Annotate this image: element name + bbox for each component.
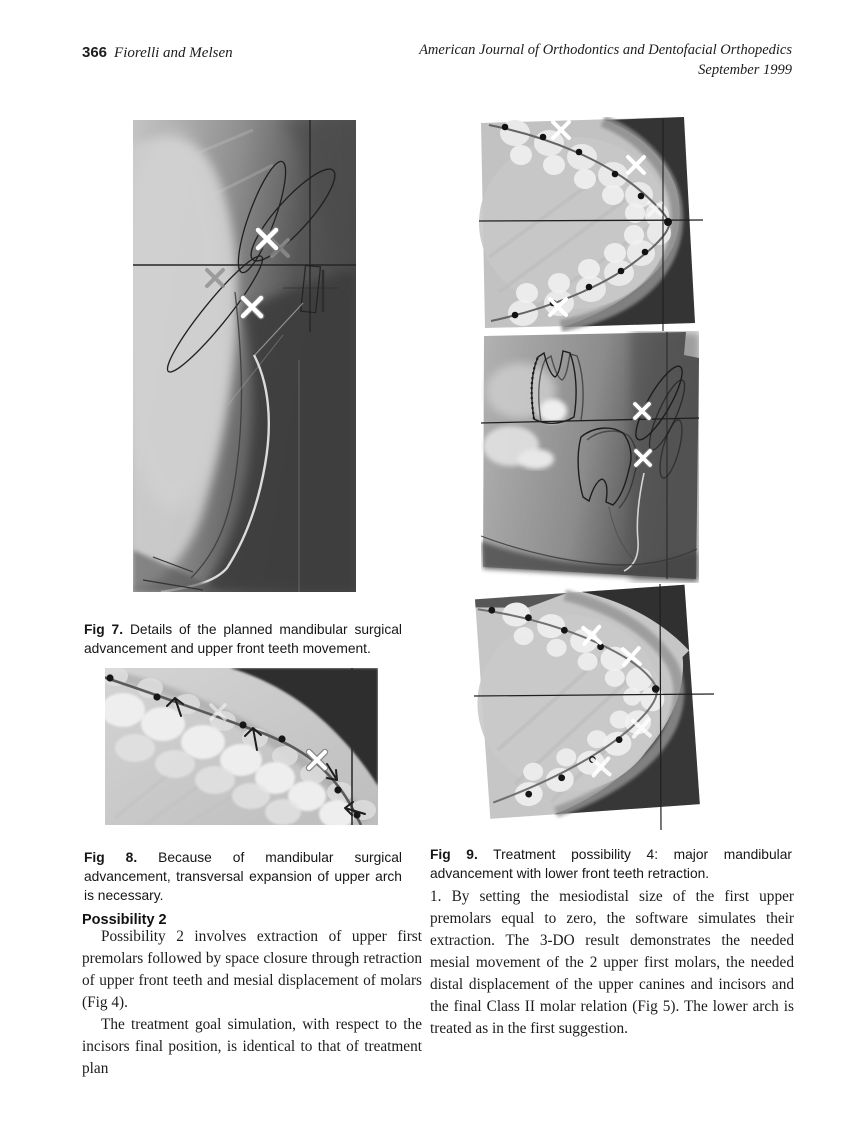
running-header-right xyxy=(419,40,792,80)
fig7-caption-label: Fig 7. xyxy=(84,621,124,637)
fig9-occlusal-top-image xyxy=(479,117,705,332)
fig9-occlusal-bottom-image xyxy=(474,584,714,830)
right-column-paragraph: 1. By setting the mesiodistal size of the first upper premolars equal to zero, the software simulates their extraction. The 3-DO result demonstrates the needed mesial movement of the 2 upper first molars, the needed distal displacement of the upper canines and incisors and the final Class II molar relation (Fig 5). The lower arch is treated as in the first suggestion. xyxy=(430,888,794,1037)
fig9-caption-label: Fig 9. xyxy=(430,846,478,862)
fig9-cephalogram-image xyxy=(481,331,699,583)
fig8-caption xyxy=(84,848,402,905)
possibility2-paragraph-2: The treatment goal simulation, with respect to the incisors final position, is identical to that of treatment plan xyxy=(82,1016,422,1077)
journal-name: American Journal of Orthodontics and Dentofacial Orthopedics xyxy=(419,42,792,58)
fig7-caption-text: Details of the planned mandibular surgical advancement and upper front teeth movement. xyxy=(84,621,402,656)
fig7-cephalogram-image xyxy=(133,120,356,592)
fig8-caption-label: Fig 8. xyxy=(84,849,138,865)
running-authors: Fiorelli and Melsen xyxy=(114,45,233,61)
fig9-caption xyxy=(430,845,792,883)
right-text-column xyxy=(430,886,794,1040)
running-header-left xyxy=(82,44,233,62)
issue-date: September 1999 xyxy=(698,62,792,78)
fig9-caption-text: Treatment possibility 4: major mandibular advancement with lower front teeth retraction. xyxy=(430,846,792,881)
page-number: 366 xyxy=(82,44,108,61)
left-text-column xyxy=(82,926,422,1080)
fig7-caption xyxy=(84,620,402,658)
fig8-caption-text: Because of mandibular surgical advancement, transversal expansion of upper arch is necessary. xyxy=(84,849,402,903)
possibility2-heading: Possibility 2 xyxy=(82,911,167,928)
fig8-occlusal-image xyxy=(105,668,378,825)
possibility2-paragraph-1: Possibility 2 involves extraction of upper first premolars followed by space closure through retraction of upper front teeth and mesial displacement of molars (Fig 4). xyxy=(82,928,422,1011)
